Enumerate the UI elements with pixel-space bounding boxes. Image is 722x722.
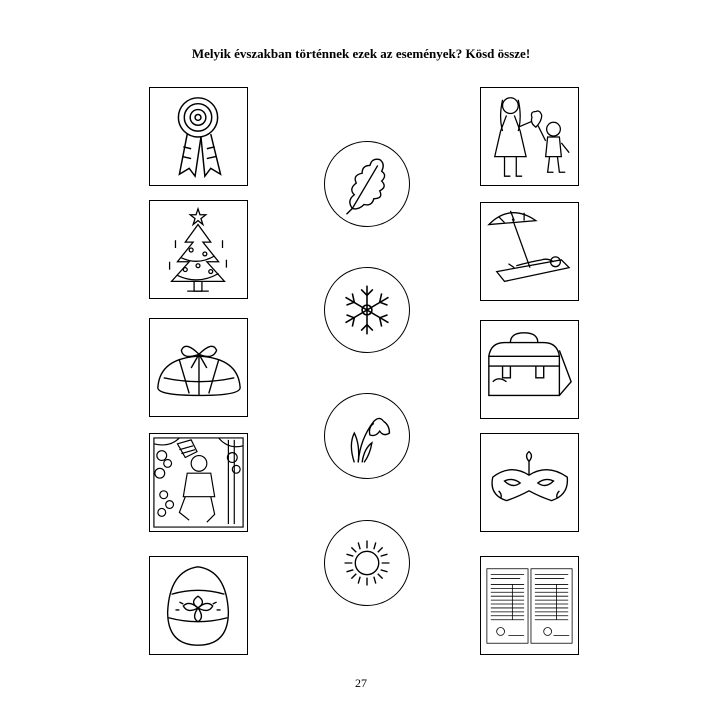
season-circle-autumn — [324, 141, 410, 227]
picture-box-christmas-tree — [149, 200, 248, 299]
oak-leaf-icon — [325, 142, 409, 226]
page-title: Melyik évszakban történnek ezek az események? Kösd össze! — [191, 46, 531, 61]
picture-box-easter-bread — [149, 318, 248, 417]
picture-box-school-bag — [480, 320, 579, 419]
picture-box-beach — [480, 202, 579, 301]
beach-umbrella-icon — [481, 203, 578, 300]
picture-box-carnival-mask — [480, 433, 579, 532]
season-circle-spring — [324, 393, 410, 479]
season-circle-winter — [324, 267, 410, 353]
easter-bread-icon — [150, 319, 247, 416]
carnival-mask-icon — [481, 434, 578, 531]
easter-egg-icon — [150, 557, 247, 654]
report-card-icon — [481, 557, 578, 654]
snowdrop-flower-icon — [325, 394, 409, 478]
school-bag-icon — [481, 321, 578, 418]
picture-box-easter-egg — [149, 556, 248, 655]
christmas-tree-icon — [150, 201, 247, 298]
picture-box-rosette — [149, 87, 248, 186]
sun-icon — [325, 521, 409, 605]
season-circle-summer — [324, 520, 410, 606]
picture-box-report-card — [480, 556, 579, 655]
snowflake-icon — [325, 268, 409, 352]
picture-box-valentines — [480, 87, 579, 186]
rosette-cockade-icon — [150, 88, 247, 185]
picture-box-grape-harvest — [149, 433, 248, 532]
grape-harvest-icon — [150, 434, 247, 531]
valentines-couple-icon — [481, 88, 578, 185]
page-number: 27 — [355, 676, 367, 690]
